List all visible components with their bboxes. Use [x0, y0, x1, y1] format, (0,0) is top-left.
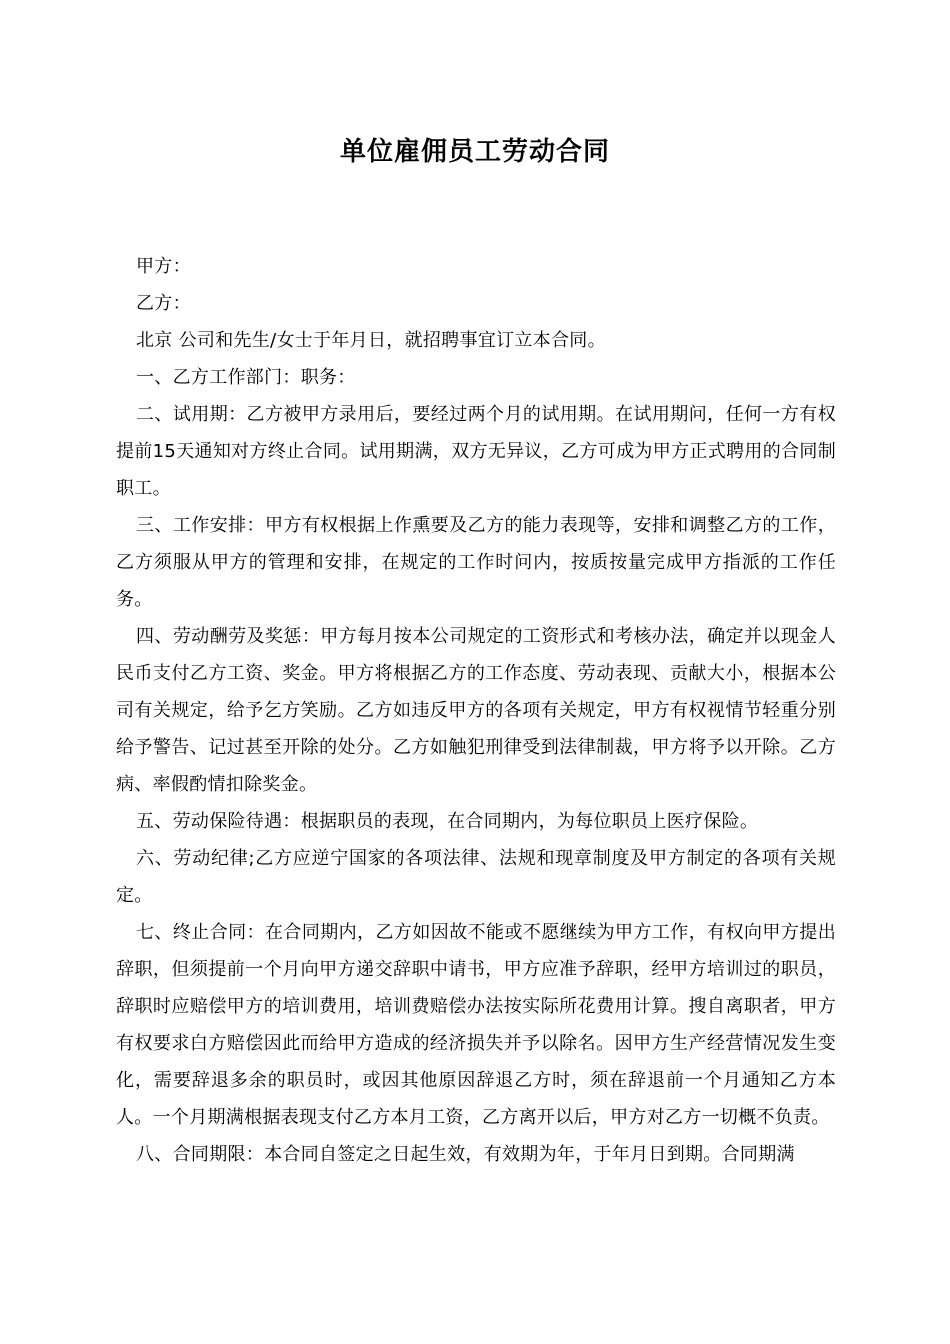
document-body: [116, 248, 836, 1173]
clause-2-probation: 二、试用期：乙方被甲方录用后，要经过两个月的试用期。在试用期问，任何一方有权提前15天通知对方终止合同。试用期满，双方无异议，乙方可成为甲方正式聘用的合同制职工。: [116, 404, 836, 499]
party-a-line: 甲方：: [136, 256, 191, 277]
intro-paragraph: 北京 公司和先生/女士于年月日，就招聘事宜订立本合同。: [136, 330, 606, 351]
clause-4-compensation: 四、劳动酬劳及奖惩：甲方每月按本公司规定的工资形式和考核办法，确定并以现金人民币支付乙方工资、奖金。甲方将根据乙方的工作态度、劳动表现、贡献大小，根据本公司有关规定，给予乞方笑励。乙方如违反甲方的各项有关规定，甲方有权视情节轻重分别给予警告、记过甚至开除的处分。乙方如触犯刑律受到法律制裁，甲方将予以开除。乙方病、率假酌情扣除奖金。: [116, 626, 836, 795]
clause-3-work-arrangement: 三、工作安排：甲方有权根据上作熏要及乙方的能力表现等，安排和调整乙方的工作，乙方须服从甲方的管理和安排，在规定的工作时问内，按质按量完成甲方指派的工作任务。: [116, 515, 836, 610]
clause-8-term: 八、合同期限：本合同自签定之日起生效，有效期为年，于年月日到期。合同期满: [136, 1144, 795, 1165]
clause-6-discipline: 六、劳动纪律;乙方应逆宁国家的各项法律、法规和现章制度及甲方制定的各项有关规定。: [116, 848, 836, 906]
clause-1-department: 一、乙方工作部门：职务：: [136, 367, 356, 388]
party-b-line: 乙方：: [136, 293, 191, 314]
document-title: 单位雇佣员工劳动合同: [339, 137, 610, 167]
clause-5-insurance: 五、劳动保险待遇：根据职员的表现，在合同期内，为每位职员上医疗保险。: [136, 811, 759, 832]
clause-7-termination: 七、终止合同：在合同期内，乙方如因故不能或不愿继续为甲方工作，有权向甲方提出辞职，但须提前一个月向甲方递交辞职中请书，甲方应准予辞职，经甲方培训过的职员，辞职时应赔偿甲方的培训费用，培训费赔偿办法按实际所花费用计算。搜自离职者，甲方有权要求白方赔偿因此而给甲方造成的经济损失并予以除名。因甲方生产经营情况发生变化，需要辞退多余的职员时，或因其他原因辞退乙方时，须在辞退前一个月通知乙方本人。一个月期满根据表现支付乙方本月工资，乙方离开以后，甲方对乙方一切概不负责。: [116, 922, 836, 1128]
